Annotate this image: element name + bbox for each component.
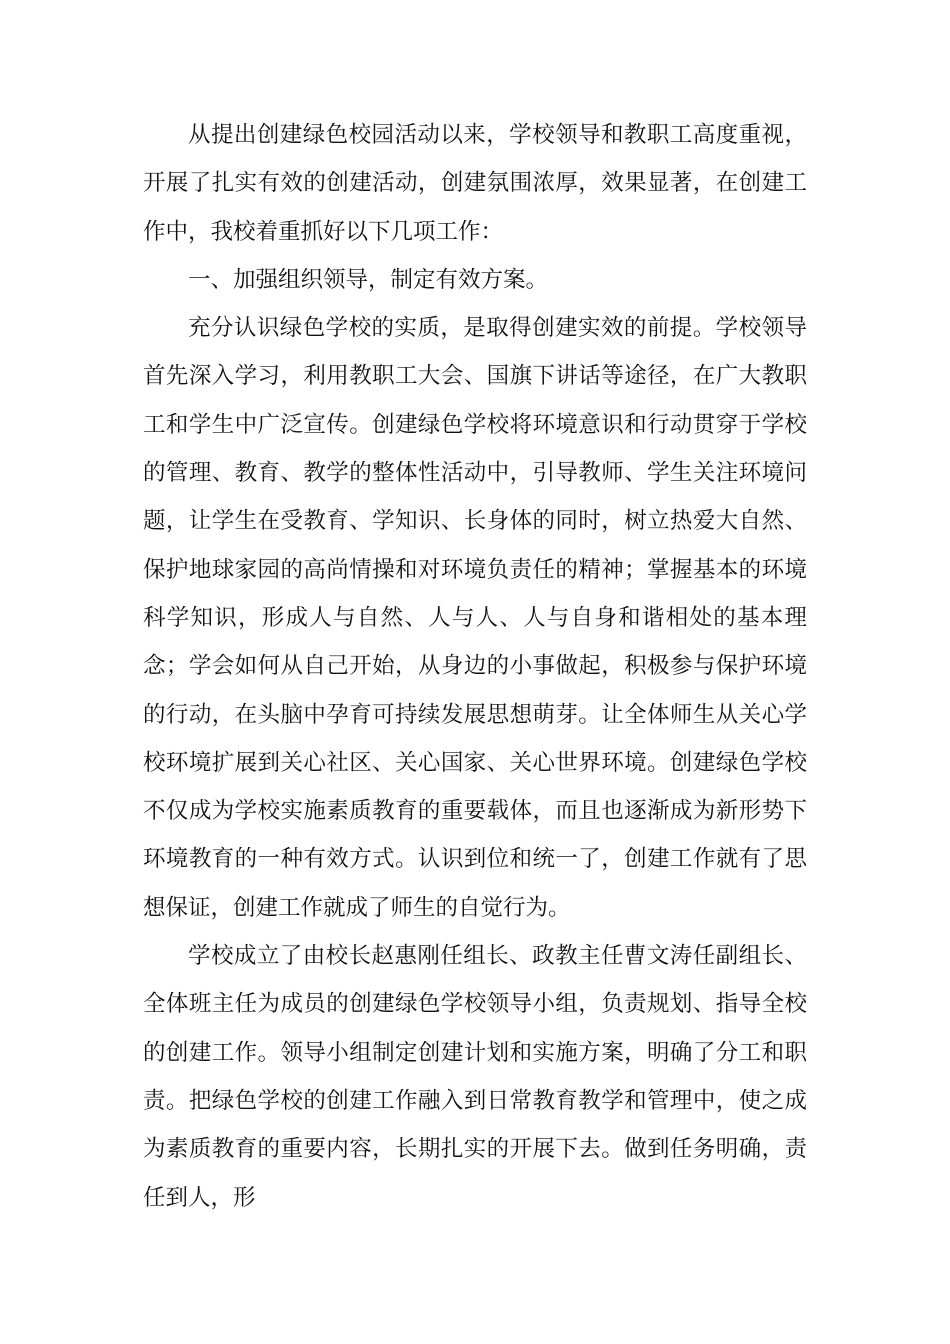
paragraph-intro: 从提出创建绿色校园活动以来，学校领导和教职工高度重视，开展了扎实有效的创建活动，创建氛围浓厚，效果显著，在创建工作中，我校着重抓好以下几项工作： <box>143 122 807 245</box>
paragraph-understanding: 充分认识绿色学校的实质，是取得创建实效的前提。学校领导首先深入学习，利用教职工大会、国旗下讲话等途径，在广大教职工和学生中广泛宣传。创建绿色学校将环境意识和行动贯穿于学校的管理、教育、教学的整体性活动中，引导教师、学生关注环境问题，让学生在受教育、学知识、长身体的同时，树立热爱大自然、保护地球家园的高尚情操和对环境负责任的精神；掌握基本的环境科学知识，形成人与自然、人与人、人与自身和谐相处的基本理念；学会如何从自己开始，从身边的小事做起，积极参与保护环境的行动，在头脑中孕育可持续发展思想萌芽。让全体师生从关心学校环境扩展到关心社区、关心国家、关心世界环境。创建绿色学校不仅成为学校实施素质教育的重要载体，而且也逐渐成为新形势下环境教育的一种有效方式。认识到位和统一了，创建工作就有了思想保证，创建工作就成了师生的自觉行为。 <box>143 315 807 921</box>
document-body <box>143 111 807 1222</box>
section-heading: 一、加强组织领导，制定有效方案。 <box>188 266 549 293</box>
paragraph-leadership-group: 学校成立了由校长赵惠刚任组长、政教主任曹文涛任副组长、全体班主任为成员的创建绿色学校领导小组，负责规划、指导全校的创建工作。领导小组制定创建计划和实施方案，明确了分工和职责。把绿色学校的创建工作融入到日常教育教学和管理中，使之成为素质教育的重要内容，长期扎实的开展下去。做到任务明确，责任到人，形 <box>143 943 807 1211</box>
